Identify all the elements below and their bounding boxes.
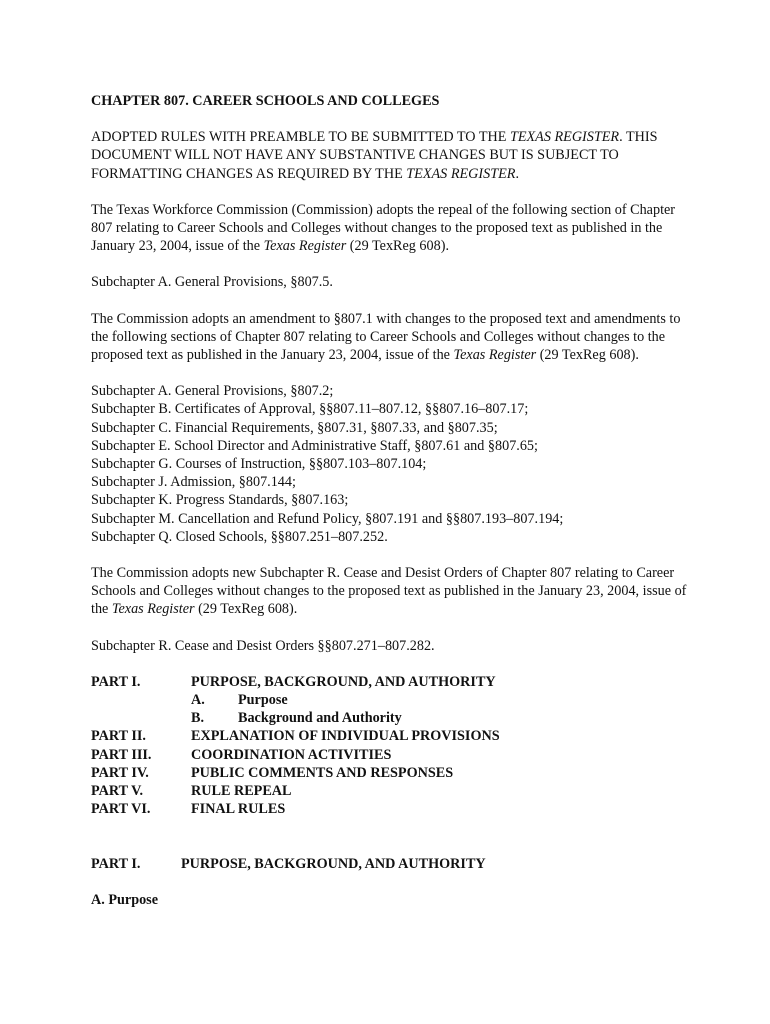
list-item: Subchapter E. School Director and Administrative Staff, §807.61 and §807.65; <box>91 437 538 454</box>
toc-part-number: PART VI. <box>91 801 151 818</box>
repeal-item: Subchapter A. General Provisions, §807.5. <box>91 274 333 291</box>
new-subchapter-item: Subchapter R. Cease and Desist Orders §§807.271–807.282. <box>91 637 435 654</box>
toc-part-1 <box>91 673 691 691</box>
toc-part-title: COORDINATION ACTIVITIES <box>191 746 392 763</box>
toc-part-title: EXPLANATION OF INDIVIDUAL PROVISIONS <box>191 728 500 745</box>
toc-part-title: RULE REPEAL <box>191 783 292 800</box>
list-item: Subchapter A. General Provisions, §807.2; <box>91 383 334 400</box>
repeal-register: Texas Register <box>263 238 347 255</box>
toc-sub-letter: B. <box>191 710 205 727</box>
list-item: Subchapter C. Financial Requirements, §807.31, §807.33, and §807.35; <box>91 419 498 436</box>
document-page <box>91 92 691 909</box>
list-item: Subchapter B. Certificates of Approval, §§807.11–807.12, §§807.16–807.17; <box>91 401 529 418</box>
toc-part-2 <box>91 727 691 745</box>
toc-part-title: FINAL RULES <box>191 801 286 818</box>
toc-part-number: PART II. <box>91 728 146 745</box>
toc-subitem-b <box>91 709 691 727</box>
list-item: Subchapter G. Courses of Instruction, §§807.103–807.104; <box>91 456 427 473</box>
notice-text-1: ADOPTED RULES WITH PREAMBLE TO BE SUBMITTED TO THE <box>91 129 510 146</box>
notice-register-1: TEXAS REGISTER <box>509 129 620 146</box>
chapter-heading: CHAPTER 807. CAREER SCHOOLS AND COLLEGES <box>91 93 440 109</box>
toc-sub-title: Background and Authority <box>238 710 402 727</box>
new-subchapter-tail: (29 TexReg 608). <box>194 601 298 618</box>
new-subchapter-paragraph <box>91 564 691 619</box>
submission-notice <box>91 128 691 183</box>
toc-part-number: PART IV. <box>91 764 149 781</box>
section-heading <box>91 855 691 873</box>
toc-subitem-a <box>91 691 691 709</box>
amendment-paragraph <box>91 310 691 365</box>
repeal-tail: (29 TexReg 608). <box>346 238 449 255</box>
new-subchapter-text: The Commission adopts new Subchapter R. Cease and Desist Orders of Chapter 807 relating to Career Schools and Colleges without changes to the proposed text as published in the January 23, 2004, issue of the <box>91 565 687 618</box>
list-item: Subchapter Q. Closed Schools, §§807.251–807.252. <box>91 528 388 545</box>
toc-part-title: PUBLIC COMMENTS AND RESPONSES <box>191 764 454 781</box>
notice-register-2: TEXAS REGISTER <box>406 165 516 182</box>
toc-part-number: PART I. <box>91 673 141 690</box>
section-part-title: PURPOSE, BACKGROUND, AND AUTHORITY <box>181 855 486 872</box>
toc-part-number: PART III. <box>91 746 152 763</box>
list-item: Subchapter K. Progress Standards, §807.163; <box>91 492 349 509</box>
amendment-list <box>91 382 691 546</box>
list-item: Subchapter J. Admission, §807.144; <box>91 474 296 491</box>
toc-sub-letter: A. <box>191 692 205 709</box>
toc-part-3 <box>91 746 691 764</box>
toc-part-4 <box>91 764 691 782</box>
repeal-paragraph <box>91 201 691 256</box>
toc-sub-title: Purpose <box>238 692 288 709</box>
subsection-heading: A. Purpose <box>91 891 158 908</box>
amendment-tail: (29 TexReg 608). <box>536 347 639 364</box>
repeal-text: The Texas Workforce Commission (Commission) adopts the repeal of the following section of Chapter 807 relating to Career Schools and Colleges without changes to the proposed text as published in the January 23, 2004, issue of the <box>91 201 676 255</box>
toc-part-6 <box>91 800 691 818</box>
table-of-contents <box>91 673 691 819</box>
new-subchapter-register: Texas Register <box>111 601 195 618</box>
amendment-register: Texas Register <box>453 347 537 364</box>
toc-part-title: PURPOSE, BACKGROUND, AND AUTHORITY <box>191 673 496 690</box>
notice-text-3: . <box>515 165 519 182</box>
notice-text-2: . THIS DOCUMENT WILL NOT HAVE ANY SUBSTANTIVE CHANGES BUT IS SUBJECT TO FORMATTING CHANGES AS REQUIRED BY THE <box>91 129 658 182</box>
amendment-text: The Commission adopts an amendment to §807.1 with changes to the proposed text and amendments to the following sections of Chapter 807 relating to Career Schools and Colleges without changes to the proposed text as published in the January 23, 2004, issue of the <box>91 310 681 364</box>
toc-part-5 <box>91 782 691 800</box>
toc-part-number: PART V. <box>91 783 144 800</box>
list-item: Subchapter M. Cancellation and Refund Policy, §807.191 and §§807.193–807.194; <box>91 510 564 527</box>
section-part-number: PART I. <box>91 855 141 872</box>
